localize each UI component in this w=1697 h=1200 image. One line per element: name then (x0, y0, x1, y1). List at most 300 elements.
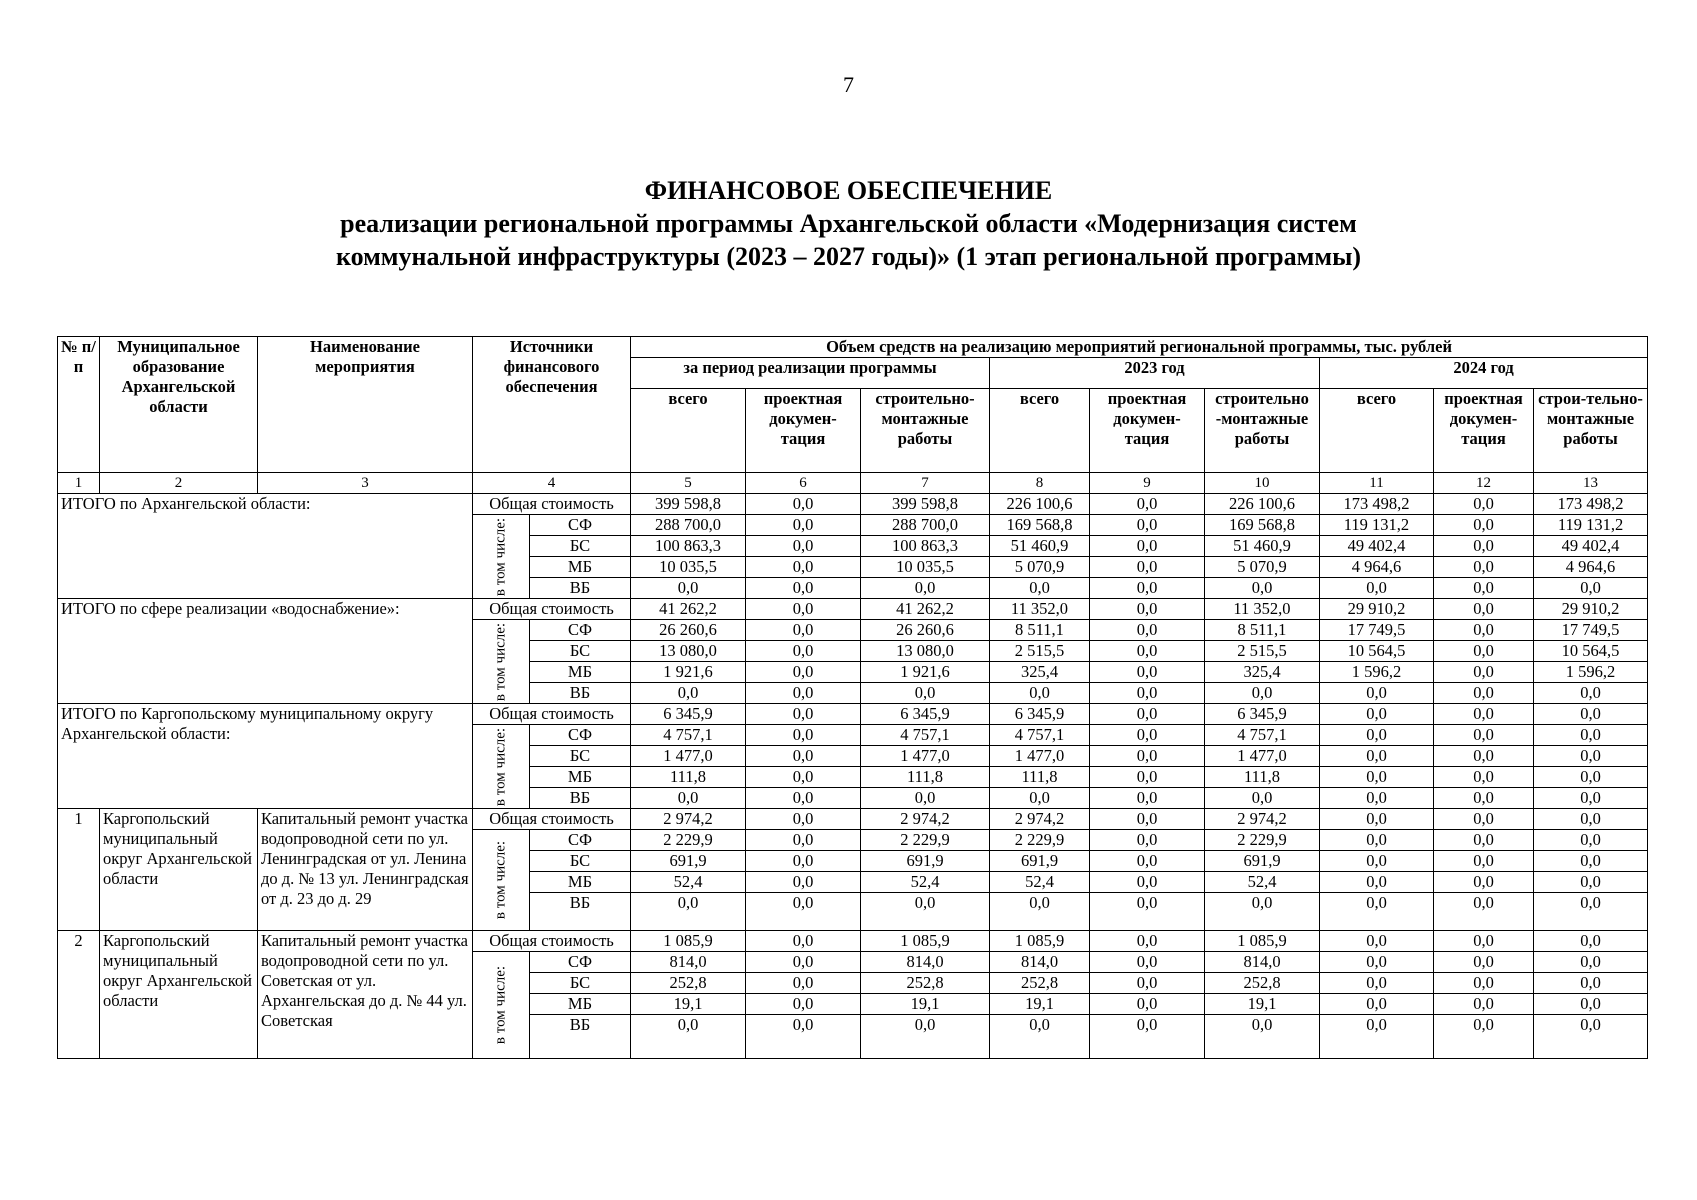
value-cell: 0,0 (1090, 683, 1205, 704)
value-cell: 0,0 (746, 973, 861, 994)
value-cell: 0,0 (1434, 599, 1534, 620)
column-number: 11 (1320, 473, 1434, 494)
column-number: 13 (1534, 473, 1648, 494)
value-cell: 0,0 (1320, 704, 1434, 725)
value-cell: 1 596,2 (1320, 662, 1434, 683)
value-cell: 0,0 (1205, 788, 1320, 809)
header-2024: 2024 год (1320, 358, 1648, 389)
source-name: БС (530, 746, 631, 767)
value-cell: 0,0 (1534, 931, 1648, 952)
value-cell: 226 100,6 (990, 494, 1090, 515)
value-cell: 0,0 (861, 683, 990, 704)
value-cell: 0,0 (1534, 872, 1648, 893)
item-municipality: Каргопольский муниципальный округ Архангельской области (100, 809, 258, 931)
value-cell: 2 515,5 (1205, 641, 1320, 662)
value-cell: 6 345,9 (990, 704, 1090, 725)
value-cell: 0,0 (1434, 952, 1534, 973)
source-name: СФ (530, 952, 631, 973)
value-cell: 0,0 (746, 830, 861, 851)
value-cell: 252,8 (1205, 973, 1320, 994)
value-cell: 19,1 (990, 994, 1090, 1015)
value-cell: 111,8 (631, 767, 746, 788)
group-label: ИТОГО по Архангельской области: (58, 494, 473, 599)
source-name: МБ (530, 872, 631, 893)
source-name: СФ (530, 830, 631, 851)
value-cell: 0,0 (1434, 1015, 1534, 1059)
value-cell: 0,0 (1090, 872, 1205, 893)
value-cell: 0,0 (631, 788, 746, 809)
value-cell: 51 460,9 (1205, 536, 1320, 557)
value-cell: 0,0 (990, 1015, 1090, 1059)
source-name: ВБ (530, 683, 631, 704)
value-cell: 0,0 (1434, 788, 1534, 809)
value-cell: 0,0 (1434, 683, 1534, 704)
header-total: всего (631, 389, 746, 473)
value-cell: 691,9 (631, 851, 746, 872)
value-cell: 1 477,0 (990, 746, 1090, 767)
source-name: БС (530, 851, 631, 872)
value-cell: 0,0 (1320, 872, 1434, 893)
value-cell: 0,0 (746, 578, 861, 599)
value-cell: 0,0 (1434, 620, 1534, 641)
value-cell: 4 964,6 (1320, 557, 1434, 578)
group-label: ИТОГО по Каргопольскому муниципальному округу Архангельской области: (58, 704, 473, 809)
value-cell: 173 498,2 (1534, 494, 1648, 515)
value-cell: 111,8 (861, 767, 990, 788)
item-event: Капитальный ремонт участка водопроводной сети по ул. Ленинградская от ул. Ленина до д. № 13 ул. Ленинградская от д. 23 до д. 29 (258, 809, 473, 931)
value-cell: 0,0 (1320, 952, 1434, 973)
value-cell: 0,0 (1090, 893, 1205, 931)
value-cell: 119 131,2 (1534, 515, 1648, 536)
value-cell: 0,0 (746, 788, 861, 809)
header-construction: строительно-монтажные работы (861, 389, 990, 473)
source-name: ВБ (530, 893, 631, 931)
page-number: 7 (843, 72, 854, 97)
value-cell: 13 080,0 (861, 641, 990, 662)
value-cell: 2 515,5 (990, 641, 1090, 662)
value-cell: 52,4 (631, 872, 746, 893)
value-cell: 0,0 (1534, 973, 1648, 994)
header-total: всего (990, 389, 1090, 473)
value-cell: 111,8 (990, 767, 1090, 788)
value-cell: 0,0 (1320, 893, 1434, 931)
column-number: 6 (746, 473, 861, 494)
column-number: 12 (1434, 473, 1534, 494)
document-title (0, 174, 1697, 273)
item-number: 2 (58, 931, 100, 1059)
group-label: ИТОГО по сфере реализации «водоснабжение»: (58, 599, 473, 704)
value-cell: 0,0 (746, 872, 861, 893)
source-name: БС (530, 536, 631, 557)
value-cell: 0,0 (1534, 952, 1648, 973)
value-cell: 0,0 (1090, 557, 1205, 578)
value-cell: 0,0 (1534, 809, 1648, 830)
value-cell: 0,0 (1434, 641, 1534, 662)
total-cost-label: Общая стоимость (473, 809, 631, 830)
value-cell: 0,0 (746, 599, 861, 620)
source-name: ВБ (530, 788, 631, 809)
value-cell: 691,9 (990, 851, 1090, 872)
value-cell: 13 080,0 (631, 641, 746, 662)
including-text: в том числе: (492, 965, 509, 1045)
value-cell: 41 262,2 (631, 599, 746, 620)
value-cell: 0,0 (1434, 767, 1534, 788)
source-name: ВБ (530, 1015, 631, 1059)
value-cell: 52,4 (990, 872, 1090, 893)
column-number: 8 (990, 473, 1090, 494)
value-cell: 1 085,9 (1205, 931, 1320, 952)
value-cell: 0,0 (1090, 725, 1205, 746)
value-cell: 8 511,1 (1205, 620, 1320, 641)
source-name: БС (530, 641, 631, 662)
source-name: СФ (530, 515, 631, 536)
value-cell: 0,0 (1534, 1015, 1648, 1059)
value-cell: 0,0 (1434, 893, 1534, 931)
value-cell: 814,0 (631, 952, 746, 973)
value-cell: 0,0 (746, 851, 861, 872)
value-cell: 0,0 (746, 704, 861, 725)
value-cell: 0,0 (1090, 994, 1205, 1015)
value-cell: 0,0 (1320, 767, 1434, 788)
column-number: 4 (473, 473, 631, 494)
value-cell: 0,0 (1434, 725, 1534, 746)
value-cell: 0,0 (1090, 494, 1205, 515)
value-cell: 169 568,8 (990, 515, 1090, 536)
value-cell: 0,0 (1090, 536, 1205, 557)
value-cell: 0,0 (1434, 746, 1534, 767)
value-cell: 0,0 (1090, 704, 1205, 725)
value-cell: 0,0 (1534, 767, 1648, 788)
value-cell: 26 260,6 (861, 620, 990, 641)
value-cell: 41 262,2 (861, 599, 990, 620)
value-cell: 814,0 (861, 952, 990, 973)
value-cell: 49 402,4 (1320, 536, 1434, 557)
column-number: 9 (1090, 473, 1205, 494)
including-label (473, 725, 530, 809)
column-number: 2 (100, 473, 258, 494)
header-total: всего (1320, 389, 1434, 473)
header-volume: Объем средств на реализацию мероприятий региональной программы, тыс. рублей (631, 337, 1648, 358)
value-cell: 17 749,5 (1320, 620, 1434, 641)
value-cell: 17 749,5 (1534, 620, 1648, 641)
value-cell: 0,0 (1434, 662, 1534, 683)
value-cell: 691,9 (1205, 851, 1320, 872)
header-event: Наименование мероприятия (258, 337, 473, 473)
value-cell: 19,1 (861, 994, 990, 1015)
value-cell: 0,0 (1090, 973, 1205, 994)
value-cell: 11 352,0 (1205, 599, 1320, 620)
value-cell: 0,0 (1090, 767, 1205, 788)
value-cell: 4 757,1 (631, 725, 746, 746)
value-cell: 0,0 (1434, 578, 1534, 599)
title-line-2: реализации региональной программы Архангельской области «Модернизация систем (340, 209, 1357, 238)
including-text: в том числе: (492, 517, 509, 596)
source-name: ВБ (530, 578, 631, 599)
value-cell: 51 460,9 (990, 536, 1090, 557)
including-label (473, 620, 530, 704)
value-cell: 0,0 (1320, 1015, 1434, 1059)
value-cell: 169 568,8 (1205, 515, 1320, 536)
value-cell: 0,0 (746, 893, 861, 931)
group-total-row (58, 599, 1648, 620)
including-label (473, 830, 530, 931)
value-cell: 252,8 (631, 973, 746, 994)
value-cell: 252,8 (861, 973, 990, 994)
value-cell: 814,0 (1205, 952, 1320, 973)
column-number: 3 (258, 473, 473, 494)
source-name: МБ (530, 557, 631, 578)
source-name: СФ (530, 620, 631, 641)
value-cell: 0,0 (1205, 578, 1320, 599)
column-number: 10 (1205, 473, 1320, 494)
financing-table (57, 336, 1648, 1059)
value-cell: 0,0 (1534, 994, 1648, 1015)
value-cell: 10 564,5 (1320, 641, 1434, 662)
value-cell: 399 598,8 (631, 494, 746, 515)
value-cell: 1 477,0 (1205, 746, 1320, 767)
value-cell: 0,0 (1205, 1015, 1320, 1059)
value-cell: 0,0 (1534, 746, 1648, 767)
value-cell: 29 910,2 (1320, 599, 1434, 620)
value-cell: 0,0 (1534, 725, 1648, 746)
value-cell: 0,0 (1434, 872, 1534, 893)
source-name: МБ (530, 994, 631, 1015)
value-cell: 0,0 (1434, 557, 1534, 578)
including-text: в том числе: (492, 727, 509, 806)
column-number: 1 (58, 473, 100, 494)
value-cell: 0,0 (1320, 994, 1434, 1015)
value-cell: 0,0 (990, 578, 1090, 599)
source-name: МБ (530, 662, 631, 683)
header-municipality: Муниципальное образование Архангельской области (100, 337, 258, 473)
total-cost-label: Общая стоимость (473, 704, 631, 725)
group-total-row (58, 494, 1648, 515)
value-cell: 0,0 (1090, 662, 1205, 683)
value-cell: 0,0 (1434, 830, 1534, 851)
value-cell: 0,0 (990, 788, 1090, 809)
header-sources: Источники финансового обеспечения (473, 337, 631, 473)
value-cell: 0,0 (746, 536, 861, 557)
value-cell: 0,0 (1434, 994, 1534, 1015)
value-cell: 288 700,0 (861, 515, 990, 536)
value-cell: 10 564,5 (1534, 641, 1648, 662)
value-cell: 0,0 (1320, 788, 1434, 809)
value-cell: 1 596,2 (1534, 662, 1648, 683)
value-cell: 0,0 (1434, 809, 1534, 830)
value-cell: 0,0 (1434, 515, 1534, 536)
value-cell: 2 229,9 (990, 830, 1090, 851)
value-cell: 2 229,9 (1205, 830, 1320, 851)
value-cell: 0,0 (1434, 851, 1534, 872)
value-cell: 0,0 (1205, 893, 1320, 931)
value-cell: 0,0 (1320, 851, 1434, 872)
value-cell: 2 974,2 (861, 809, 990, 830)
header-num: № п/п (58, 337, 100, 473)
value-cell: 4 757,1 (1205, 725, 1320, 746)
value-cell: 288 700,0 (631, 515, 746, 536)
value-cell: 0,0 (631, 1015, 746, 1059)
source-name: БС (530, 973, 631, 994)
value-cell: 49 402,4 (1534, 536, 1648, 557)
value-cell: 4 757,1 (861, 725, 990, 746)
value-cell: 0,0 (1320, 931, 1434, 952)
value-cell: 325,4 (990, 662, 1090, 683)
value-cell: 29 910,2 (1534, 599, 1648, 620)
value-cell: 0,0 (1320, 578, 1434, 599)
including-text: в том числе: (492, 840, 509, 920)
value-cell: 0,0 (1205, 683, 1320, 704)
including-label (473, 515, 530, 599)
value-cell: 2 229,9 (861, 830, 990, 851)
value-cell: 2 974,2 (631, 809, 746, 830)
value-cell: 0,0 (746, 725, 861, 746)
value-cell: 0,0 (746, 662, 861, 683)
value-cell: 52,4 (1205, 872, 1320, 893)
value-cell: 0,0 (1090, 515, 1205, 536)
value-cell: 0,0 (746, 994, 861, 1015)
value-cell: 2 974,2 (1205, 809, 1320, 830)
value-cell: 0,0 (746, 557, 861, 578)
value-cell: 0,0 (1534, 851, 1648, 872)
value-cell: 0,0 (1534, 893, 1648, 931)
item-number: 1 (58, 809, 100, 931)
value-cell: 0,0 (1320, 746, 1434, 767)
value-cell: 0,0 (1090, 578, 1205, 599)
value-cell: 1 477,0 (631, 746, 746, 767)
value-cell: 6 345,9 (861, 704, 990, 725)
value-cell: 0,0 (1090, 851, 1205, 872)
value-cell: 0,0 (861, 578, 990, 599)
value-cell: 100 863,3 (631, 536, 746, 557)
value-cell: 1 921,6 (631, 662, 746, 683)
value-cell: 0,0 (1090, 952, 1205, 973)
total-cost-label: Общая стоимость (473, 599, 631, 620)
value-cell: 0,0 (1090, 788, 1205, 809)
value-cell: 814,0 (990, 952, 1090, 973)
source-name: МБ (530, 767, 631, 788)
value-cell: 0,0 (1090, 620, 1205, 641)
value-cell: 0,0 (1090, 931, 1205, 952)
value-cell: 173 498,2 (1320, 494, 1434, 515)
header-design: проектная докумен-тация (1090, 389, 1205, 473)
value-cell: 0,0 (631, 683, 746, 704)
value-cell: 399 598,8 (861, 494, 990, 515)
value-cell: 0,0 (1434, 494, 1534, 515)
item-event: Капитальный ремонт участка водопроводной сети по ул. Советская от ул. Архангельская до д. № 44 ул. Советская (258, 931, 473, 1059)
value-cell: 4 757,1 (990, 725, 1090, 746)
value-cell: 0,0 (631, 578, 746, 599)
total-cost-label: Общая стоимость (473, 494, 631, 515)
header-period: за период реализации программы (631, 358, 990, 389)
value-cell: 0,0 (1534, 683, 1648, 704)
value-cell: 0,0 (861, 1015, 990, 1059)
value-cell: 1 477,0 (861, 746, 990, 767)
value-cell: 0,0 (1534, 788, 1648, 809)
value-cell: 19,1 (631, 994, 746, 1015)
value-cell: 1 085,9 (990, 931, 1090, 952)
value-cell: 0,0 (1534, 704, 1648, 725)
value-cell: 0,0 (1434, 704, 1534, 725)
value-cell: 0,0 (1090, 641, 1205, 662)
value-cell: 0,0 (746, 767, 861, 788)
value-cell: 10 035,5 (631, 557, 746, 578)
value-cell: 226 100,6 (1205, 494, 1320, 515)
value-cell: 11 352,0 (990, 599, 1090, 620)
value-cell: 0,0 (990, 893, 1090, 931)
column-number: 5 (631, 473, 746, 494)
value-cell: 2 974,2 (990, 809, 1090, 830)
value-cell: 0,0 (1320, 725, 1434, 746)
value-cell: 0,0 (746, 620, 861, 641)
value-cell: 0,0 (746, 1015, 861, 1059)
total-cost-label: Общая стоимость (473, 931, 631, 952)
value-cell: 0,0 (746, 809, 861, 830)
value-cell: 0,0 (1090, 1015, 1205, 1059)
value-cell: 4 964,6 (1534, 557, 1648, 578)
value-cell: 0,0 (990, 683, 1090, 704)
header-construction: строительно -монтажные работы (1205, 389, 1320, 473)
value-cell: 252,8 (990, 973, 1090, 994)
value-cell: 6 345,9 (1205, 704, 1320, 725)
header-design: проектная докумен-тация (746, 389, 861, 473)
value-cell: 0,0 (1090, 830, 1205, 851)
header-design: проектная докумен-тация (1434, 389, 1534, 473)
value-cell: 0,0 (1320, 683, 1434, 704)
value-cell: 0,0 (1320, 973, 1434, 994)
header-construction: строи-тельно-монтажные работы (1534, 389, 1648, 473)
value-cell: 19,1 (1205, 994, 1320, 1015)
value-cell: 0,0 (1090, 746, 1205, 767)
including-label (473, 952, 530, 1059)
header-2023: 2023 год (990, 358, 1320, 389)
value-cell: 52,4 (861, 872, 990, 893)
including-text: в том числе: (492, 622, 509, 701)
value-cell: 0,0 (631, 893, 746, 931)
value-cell: 6 345,9 (631, 704, 746, 725)
value-cell: 0,0 (1534, 578, 1648, 599)
value-cell: 325,4 (1205, 662, 1320, 683)
value-cell: 0,0 (746, 683, 861, 704)
source-name: СФ (530, 725, 631, 746)
value-cell: 0,0 (1090, 809, 1205, 830)
item-row (58, 931, 1648, 952)
value-cell: 0,0 (746, 931, 861, 952)
group-total-row (58, 704, 1648, 725)
value-cell: 0,0 (1434, 536, 1534, 557)
value-cell: 111,8 (1205, 767, 1320, 788)
value-cell: 1 085,9 (861, 931, 990, 952)
value-cell: 0,0 (861, 893, 990, 931)
value-cell: 1 085,9 (631, 931, 746, 952)
value-cell: 0,0 (1534, 830, 1648, 851)
value-cell: 5 070,9 (1205, 557, 1320, 578)
title-line-1: ФИНАНСОВОЕ ОБЕСПЕЧЕНИЕ (644, 176, 1053, 205)
value-cell: 0,0 (1090, 599, 1205, 620)
value-cell: 0,0 (1320, 809, 1434, 830)
value-cell: 0,0 (1320, 830, 1434, 851)
value-cell: 0,0 (746, 746, 861, 767)
value-cell: 691,9 (861, 851, 990, 872)
item-row (58, 809, 1648, 830)
column-numbers-row (58, 473, 1648, 494)
value-cell: 5 070,9 (990, 557, 1090, 578)
value-cell: 8 511,1 (990, 620, 1090, 641)
value-cell: 0,0 (746, 494, 861, 515)
value-cell: 0,0 (746, 641, 861, 662)
value-cell: 26 260,6 (631, 620, 746, 641)
item-municipality: Каргопольский муниципальный округ Архангельской области (100, 931, 258, 1059)
value-cell: 0,0 (746, 952, 861, 973)
